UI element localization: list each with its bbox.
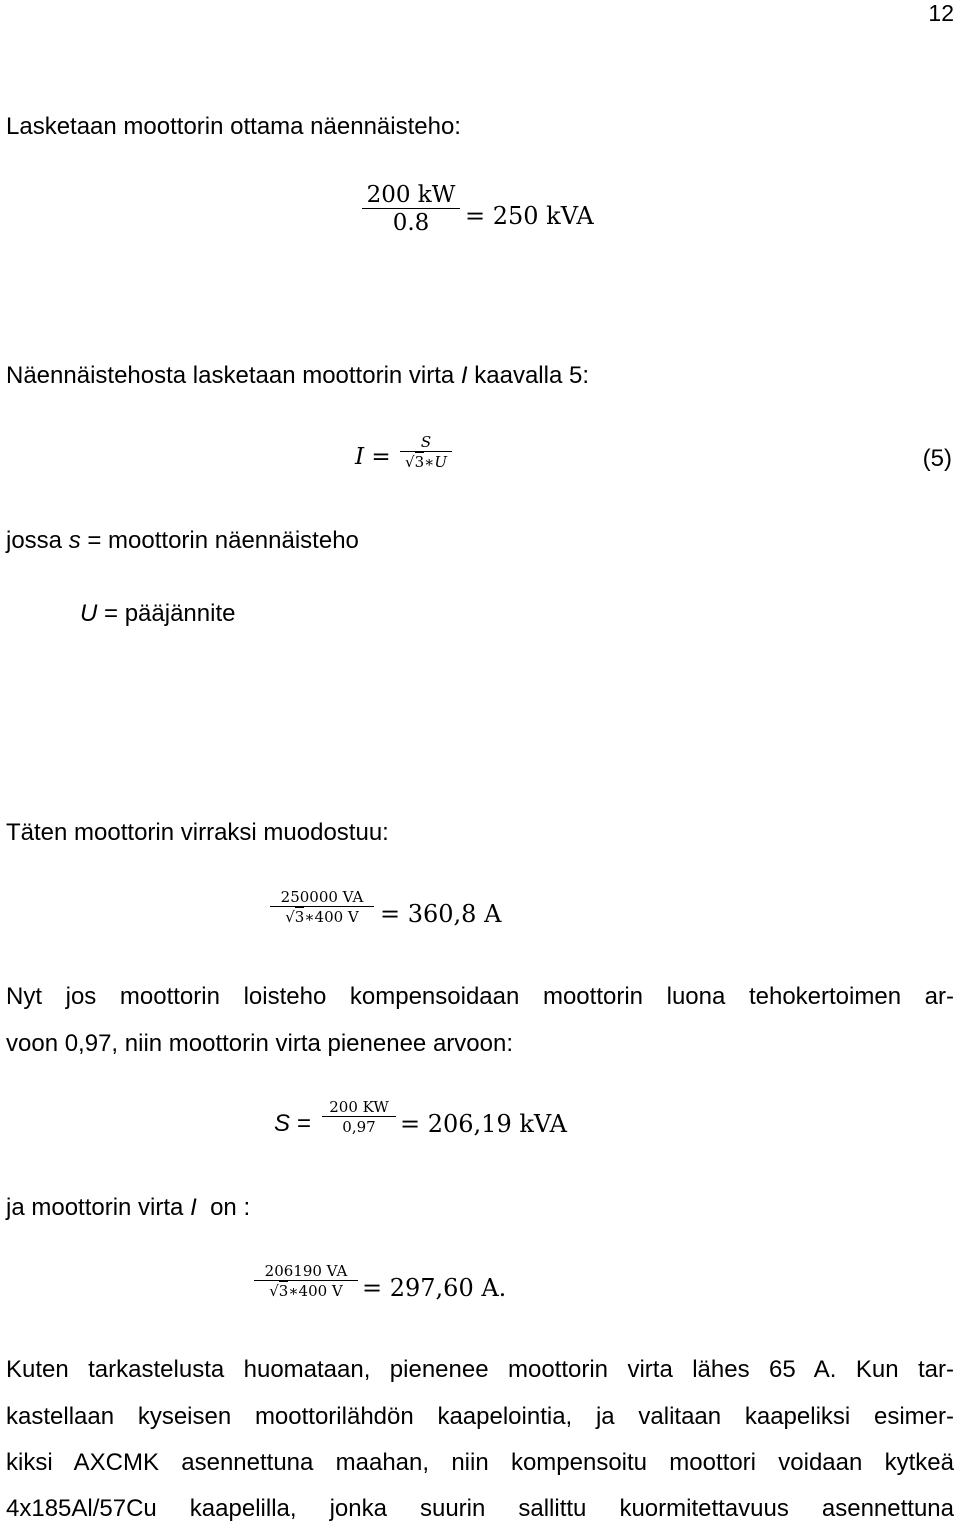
definition-U <box>80 600 235 628</box>
paragraph-current-result-intro: Täten moottorin virraksi muodostuu: <box>6 819 389 846</box>
sqrt-radicand: 3 <box>278 1281 289 1300</box>
denominator-rest: ∗U <box>424 452 447 471</box>
text-prefix: Näennäistehosta lasketaan moottorin virta <box>6 362 461 389</box>
sqrt-symbol: √3 <box>269 1281 289 1300</box>
fraction-numerator: 200 KW <box>329 1098 389 1116</box>
paragraph-compensation-line2: voon 0,97, niin moottorin virta pienenee arvoon: <box>6 1030 513 1057</box>
paragraph-conclusion-line4: 4x185Al/57Cu kaapelilla, jonka suurin sallittu kuormitettavuus asennettuna <box>6 1495 954 1522</box>
fraction-numerator: 200 kW <box>366 182 456 208</box>
equation-result: = 297,60 A. <box>362 1274 507 1302</box>
fraction-numerator: 250000 VA <box>280 888 364 906</box>
fraction <box>270 889 374 925</box>
equation-lhs-text: S = <box>274 1110 311 1137</box>
text-suffix: kaavalla 5: <box>467 362 589 389</box>
sqrt-radicand: 3 <box>294 907 305 926</box>
paragraph-current-formula-intro <box>6 362 589 390</box>
fraction-numerator: 206190 VA <box>264 1262 348 1280</box>
fraction-numerator: S <box>420 433 432 451</box>
fraction <box>322 1099 396 1135</box>
text-prefix: ja moottorin virta <box>6 1194 191 1221</box>
sqrt-symbol: √3 <box>405 452 425 471</box>
variable-s: s <box>68 527 81 554</box>
variable-I: I <box>460 362 468 389</box>
denominator-rest: ∗400 V <box>288 1281 343 1300</box>
definition-prefix: jossa <box>6 527 69 554</box>
equation-lhs: I = <box>355 444 391 470</box>
fraction-denominator: 0.8 <box>392 210 430 237</box>
fraction-bar <box>362 208 460 209</box>
fraction-denominator: 0,97 <box>342 1117 376 1136</box>
equation-lhs <box>274 1110 311 1138</box>
paragraph-compensation-line1: Nyt jos moottorin loisteho kompensoidaan moottorin luona tehokertoimen ar- <box>6 983 954 1010</box>
text-suffix: on : <box>196 1194 251 1221</box>
sqrt-symbol: √3 <box>285 907 305 926</box>
definition-s <box>6 527 359 555</box>
equation-result: = 206,19 kVA <box>400 1110 567 1138</box>
paragraph-conclusion-line1: Kuten tarkastelusta huomataan, pienenee moottorin virta lähes 65 A. Kun tar- <box>6 1356 954 1383</box>
paragraph-intro: Lasketaan moottorin ottama näennäisteho: <box>6 113 461 140</box>
paragraph-conclusion-line3: kiksi AXCMK asennettuna maahan, niin kompensoitu moottori voidaan kytkeä <box>6 1449 954 1476</box>
variable-U: U <box>80 600 98 627</box>
equation-result: = 250 kVA <box>465 202 594 230</box>
fraction <box>254 1263 358 1299</box>
fraction-denominator <box>254 1283 358 1300</box>
equation-result: = 360,8 A <box>380 900 502 928</box>
paragraph-new-current-intro <box>6 1194 250 1222</box>
definition-text: = pääjännite <box>97 600 236 627</box>
equation-label: (5) <box>922 445 952 472</box>
definition-text: = moottorin näennäisteho <box>80 527 359 554</box>
denominator-rest: ∗400 V <box>304 907 359 926</box>
fraction-denominator <box>270 909 374 926</box>
variable-I: I <box>190 1194 197 1221</box>
paragraph-conclusion-line2: kastellaan kyseisen moottorilähdön kaapelointia, ja valitaan kaapeliksi esimer- <box>6 1403 954 1430</box>
fraction <box>362 183 460 237</box>
fraction <box>400 434 452 470</box>
page-number: 12 <box>928 0 954 26</box>
sqrt-radicand: 3 <box>414 452 425 471</box>
fraction-denominator <box>400 454 452 471</box>
